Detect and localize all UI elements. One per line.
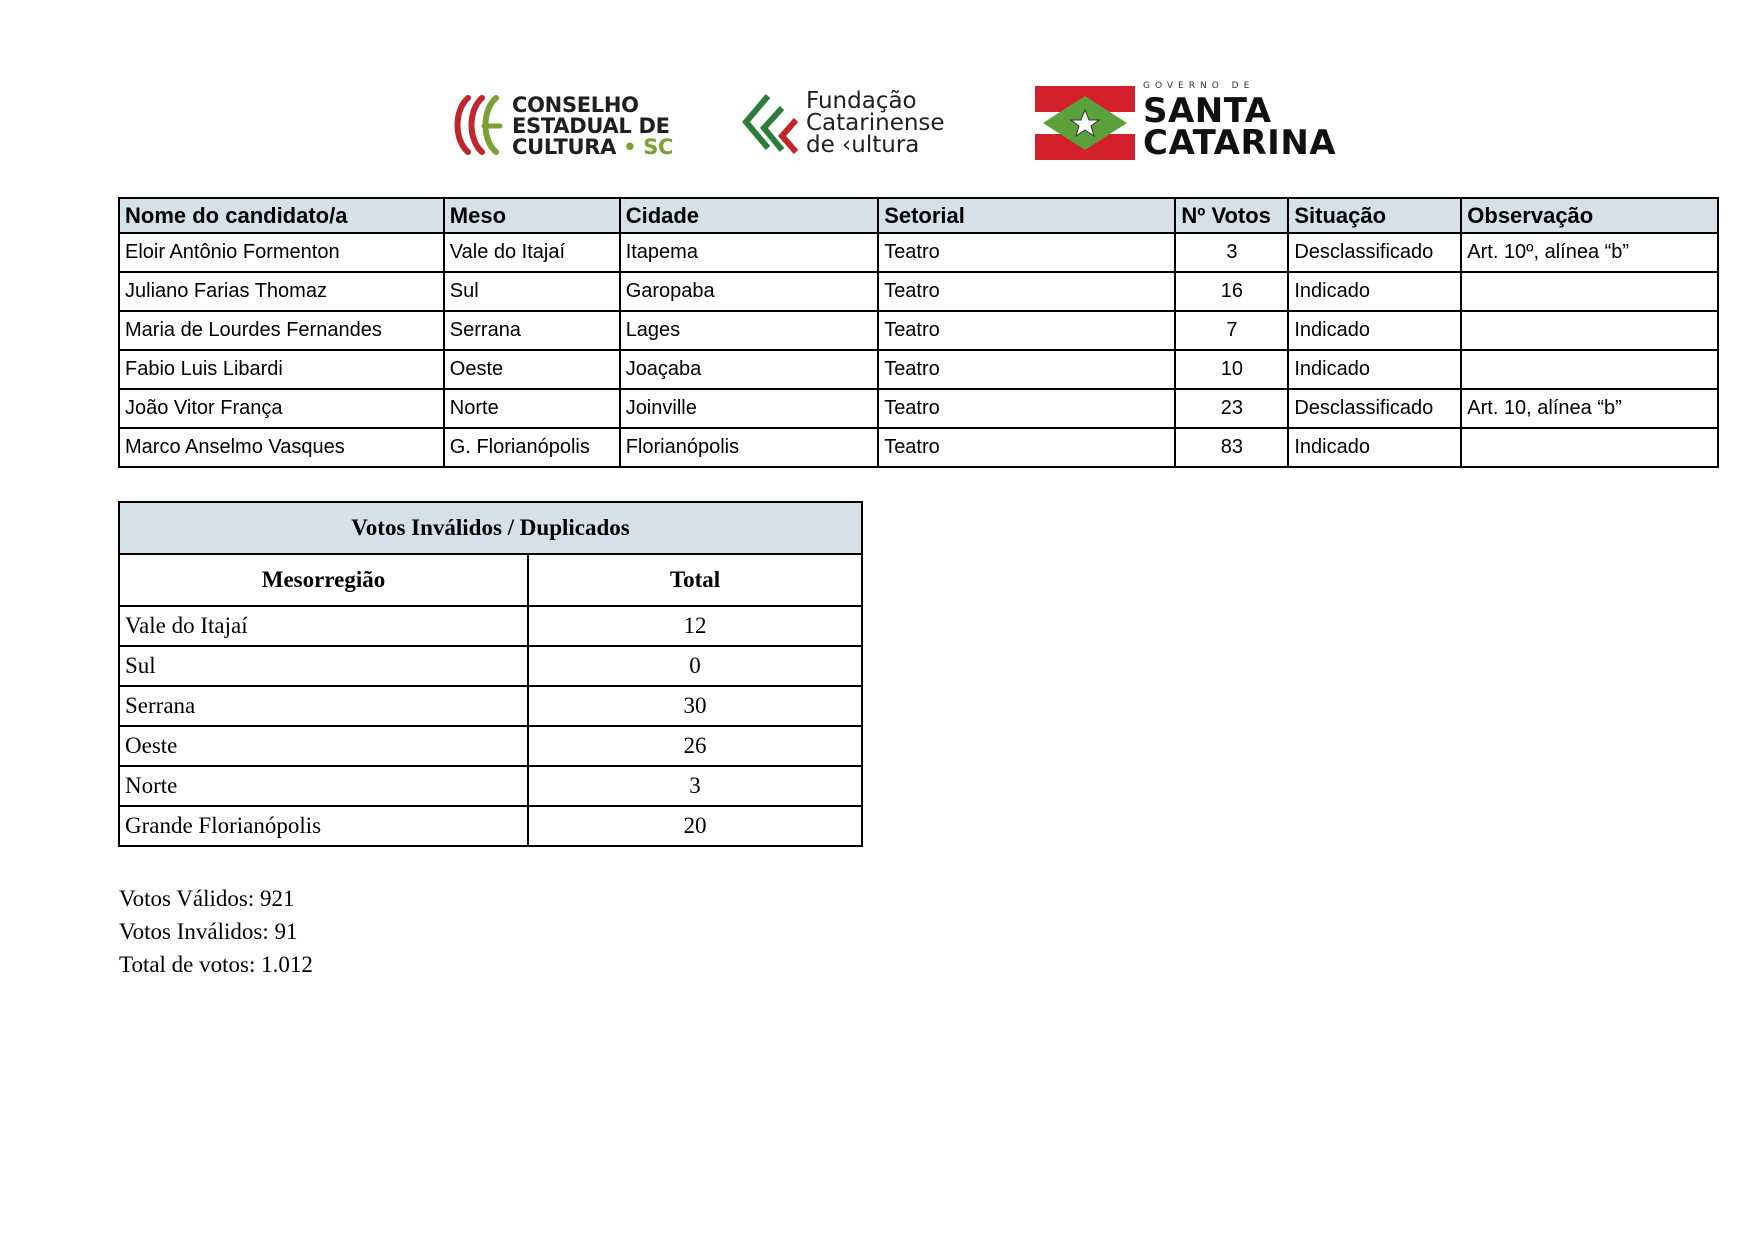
invalid-votes-table: [118, 501, 863, 847]
invalid-votes-total: Votos Inválidos: 91: [119, 919, 298, 944]
region-name: Grande Florianópolis: [119, 806, 528, 846]
candidate-name: Maria de Lourdes Fernandes: [119, 311, 444, 350]
table-row: [119, 350, 1718, 389]
candidate-votes: 83: [1175, 428, 1288, 467]
logo-bar: [0, 80, 1755, 170]
candidate-sector: Teatro: [878, 311, 1175, 350]
table-row: [119, 428, 1718, 467]
col-header-sector: Setorial: [878, 198, 1175, 233]
region-total: 20: [528, 806, 862, 846]
candidate-sector: Teatro: [878, 233, 1175, 272]
candidate-name: Eloir Antônio Formenton: [119, 233, 444, 272]
candidate-city: Garopaba: [620, 272, 879, 311]
invalid-votes-header-row: [119, 554, 862, 606]
candidate-city: Itapema: [620, 233, 879, 272]
candidate-name: João Vitor França: [119, 389, 444, 428]
fcc-line-1: Fundação: [806, 88, 917, 114]
col-header-region: Mesorregião: [119, 554, 528, 606]
candidate-name: Juliano Farias Thomaz: [119, 272, 444, 311]
candidate-city: Joaçaba: [620, 350, 879, 389]
candidate-status: Indicado: [1288, 428, 1461, 467]
table-row: [119, 606, 862, 646]
candidate-meso: G. Florianópolis: [444, 428, 620, 467]
all-votes-total: Total de votos: 1.012: [119, 952, 313, 977]
gov-line-2: CATARINA: [1143, 123, 1337, 163]
table-row: [119, 389, 1718, 428]
fcc-chevrons-icon: [740, 90, 802, 160]
candidate-sector: Teatro: [878, 389, 1175, 428]
table-row: [119, 686, 862, 726]
candidate-city: Florianópolis: [620, 428, 879, 467]
col-header-city: Cidade: [620, 198, 879, 233]
candidate-status: Desclassificado: [1288, 233, 1461, 272]
sc-flag-icon: [1035, 86, 1135, 160]
col-header-total: Total: [528, 554, 862, 606]
candidate-status: Desclassificado: [1288, 389, 1461, 428]
candidates-header-row: [119, 198, 1718, 233]
fcc-line-2: Catarinense: [806, 110, 945, 136]
candidate-notes: [1461, 428, 1718, 467]
candidate-sector: Teatro: [878, 350, 1175, 389]
vote-totals: [119, 882, 313, 981]
col-header-name: Nome do candidato/a: [119, 198, 444, 233]
candidate-city: Lages: [620, 311, 879, 350]
candidate-meso: Vale do Itajaí: [444, 233, 620, 272]
candidates-table: [118, 197, 1719, 468]
candidate-name: Fabio Luis Libardi: [119, 350, 444, 389]
col-header-status: Situação: [1288, 198, 1461, 233]
region-total: 30: [528, 686, 862, 726]
cec-line-2: ESTADUAL DE: [512, 114, 670, 138]
candidate-name: Marco Anselmo Vasques: [119, 428, 444, 467]
candidate-status: Indicado: [1288, 350, 1461, 389]
candidate-votes: 16: [1175, 272, 1288, 311]
invalid-votes-title: Votos Inválidos / Duplicados: [119, 502, 862, 554]
candidate-meso: Sul: [444, 272, 620, 311]
region-total: 26: [528, 726, 862, 766]
table-row: [119, 766, 862, 806]
candidate-status: Indicado: [1288, 311, 1461, 350]
candidate-votes: 23: [1175, 389, 1288, 428]
candidate-meso: Norte: [444, 389, 620, 428]
candidate-sector: Teatro: [878, 428, 1175, 467]
candidate-status: Indicado: [1288, 272, 1461, 311]
table-row: [119, 272, 1718, 311]
col-header-votes: Nº Votos: [1175, 198, 1288, 233]
table-row: [119, 806, 862, 846]
table-row: [119, 311, 1718, 350]
candidate-votes: 10: [1175, 350, 1288, 389]
invalid-votes-title-row: [119, 502, 862, 554]
candidate-notes: Art. 10, alínea “b”: [1461, 389, 1718, 428]
table-row: [119, 233, 1718, 272]
governo-santa-catarina-logo: [1035, 80, 1345, 170]
fcc-line-3: de ‹ultura: [806, 132, 920, 158]
region-name: Serrana: [119, 686, 528, 726]
region-total: 12: [528, 606, 862, 646]
cec-emblem-icon: [450, 90, 510, 160]
cec-line-3-text: CULTURA: [512, 135, 617, 159]
table-row: [119, 646, 862, 686]
region-name: Sul: [119, 646, 528, 686]
region-name: Norte: [119, 766, 528, 806]
candidate-meso: Oeste: [444, 350, 620, 389]
table-row: [119, 726, 862, 766]
candidate-notes: Art. 10º, alínea “b”: [1461, 233, 1718, 272]
candidate-city: Joinville: [620, 389, 879, 428]
candidate-notes: [1461, 350, 1718, 389]
col-header-meso: Meso: [444, 198, 620, 233]
cec-line-1: CONSELHO: [512, 93, 639, 117]
region-name: Oeste: [119, 726, 528, 766]
candidate-notes: [1461, 311, 1718, 350]
cec-sc-suffix: • SC: [623, 135, 674, 159]
region-total: 3: [528, 766, 862, 806]
col-header-notes: Observação: [1461, 198, 1718, 233]
candidate-notes: [1461, 272, 1718, 311]
region-name: Vale do Itajaí: [119, 606, 528, 646]
cec-line-3: [512, 137, 673, 158]
gov-small-caption: GOVERNO DE: [1143, 81, 1255, 91]
gov-line-1: SANTA: [1143, 91, 1272, 131]
valid-votes-total: Votos Válidos: 921: [119, 886, 295, 911]
region-total: 0: [528, 646, 862, 686]
candidate-votes: 7: [1175, 311, 1288, 350]
candidate-votes: 3: [1175, 233, 1288, 272]
conselho-estadual-cultura-logo: [450, 80, 674, 170]
candidate-sector: Teatro: [878, 272, 1175, 311]
candidate-meso: Serrana: [444, 311, 620, 350]
fundacao-catarinense-cultura-logo: [740, 80, 950, 170]
